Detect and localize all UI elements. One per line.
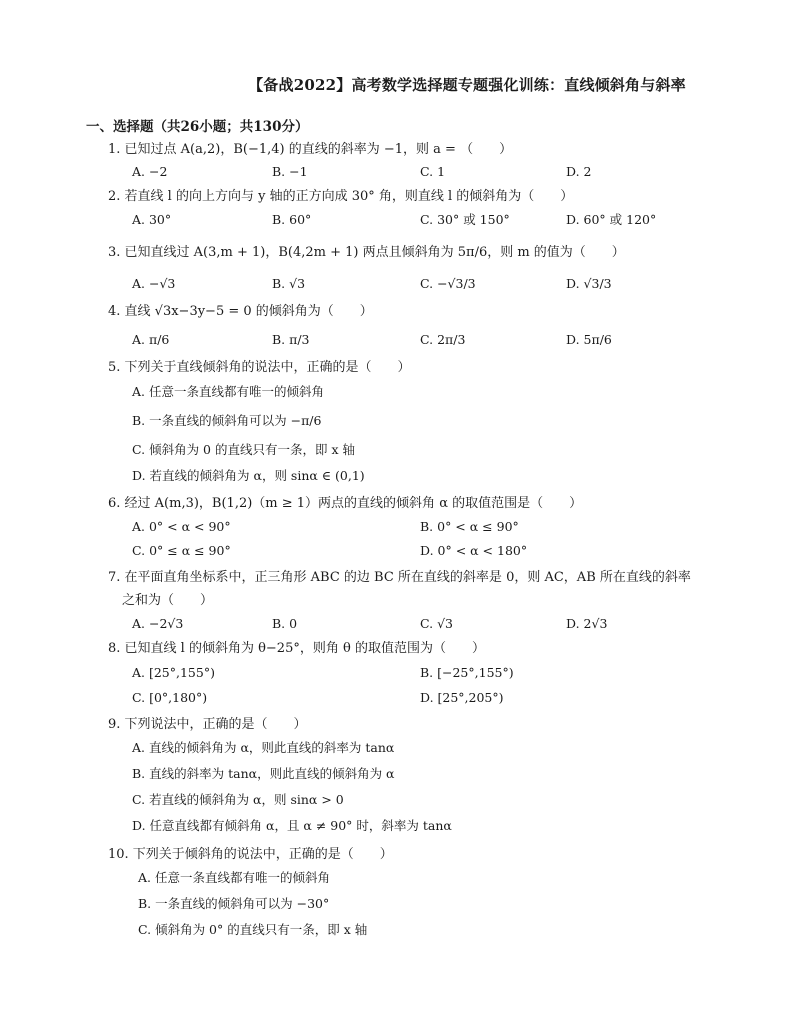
question-2-option-c: C. 30° 或 150° [420,212,510,227]
question-2-stem: 2. 若直线 l 的向上方向与 y 轴的正方向成 30° 角，则直线 l 的倾斜角为（ ） [108,189,574,204]
question-1-option-a: A. −2 [132,164,168,179]
question-9-option-d: D. 任意直线都有倾斜角 α，且 α ≠ 90° 时，斜率为 tanα [132,818,452,833]
question-5-option-a: A. 任意一条直线都有唯一的倾斜角 [132,384,324,399]
section-heading: 一、选择题（共26小题；共130分） [86,119,309,135]
question-9-option-b: B. 直线的斜率为 tanα，则此直线的倾斜角为 α [132,766,395,781]
question-5-option-d: D. 若直线的倾斜角为 α，则 sinα ∈ (0,1) [132,468,365,483]
question-5-stem: 5. 下列关于直线倾斜角的说法中，正确的是（ ） [108,360,411,375]
question-7-stem-continued: 之和为（ ） [122,593,214,608]
question-7-option-d: D. 2√3 [566,616,608,631]
question-6-option-c: C. 0° ≤ α ≤ 90° [132,543,231,558]
question-8-stem: 8. 已知直线 l 的倾斜角为 θ−25°，则角 θ 的取值范围为（ ） [108,641,485,656]
question-10-option-c: C. 倾斜角为 0° 的直线只有一条，即 x 轴 [138,922,368,937]
question-7-option-c: C. √3 [420,616,453,631]
question-3-stem: 3. 已知直线过 A(3,m + 1)，B(4,2m + 1) 两点且倾斜角为 5π/6，则 m 的值为（ ） [108,245,625,260]
question-8-option-d: D. [25°,205°) [420,690,504,705]
question-10-option-a: A. 任意一条直线都有唯一的倾斜角 [138,870,330,885]
question-7-option-a: A. −2√3 [132,616,184,631]
question-3-option-b: B. √3 [272,276,306,291]
question-4-option-c: C. 2π/3 [420,332,466,347]
question-3-option-a: A. −√3 [132,276,176,291]
question-6-option-a: A. 0° < α < 90° [132,519,231,534]
question-1-stem: 1. 已知过点 A(a,2)，B(−1,4) 的直线的斜率为 −1，则 a = （ ） [108,142,513,157]
question-8-option-a: A. [25°,155°) [132,665,215,680]
question-6-stem: 6. 经过 A(m,3)，B(1,2)（m ≥ 1）两点的直线的倾斜角 α 的取值范围是（ ） [108,496,583,511]
question-5-option-b: B. 一条直线的倾斜角可以为 −π/6 [132,413,322,428]
question-4-option-d: D. 5π/6 [566,332,612,347]
question-7-option-b: B. 0 [272,616,298,631]
question-2-option-b: B. 60° [272,212,312,227]
question-2-option-a: A. 30° [132,212,172,227]
question-6-option-d: D. 0° < α < 180° [420,543,528,558]
question-10-stem: 10. 下列关于倾斜角的说法中，正确的是（ ） [108,847,393,862]
question-4-stem: 4. 直线 √3x−3y−5 = 0 的倾斜角为（ ） [108,304,373,319]
question-3-option-c: C. −√3/3 [420,276,476,291]
question-6-option-b: B. 0° < α ≤ 90° [420,519,519,534]
question-1-option-c: C. 1 [420,164,446,179]
question-8-option-b: B. [−25°,155°) [420,665,514,680]
question-9-stem: 9. 下列说法中，正确的是（ ） [108,717,307,732]
question-4-option-a: A. π/6 [132,332,170,347]
question-9-option-a: A. 直线的倾斜角为 α，则此直线的斜率为 tanα [132,740,395,755]
question-1-option-d: D. 2 [566,164,592,179]
question-5-option-c: C. 倾斜角为 0 的直线只有一条，即 x 轴 [132,442,355,457]
question-4-option-b: B. π/3 [272,332,310,347]
question-8-option-c: C. [0°,180°) [132,690,208,705]
question-1-option-b: B. −1 [272,164,308,179]
question-7-stem: 7. 在平面直角坐标系中，正三角形 ABC 的边 BC 所在直线的斜率是 0，则 AC，AB 所在直线的斜率 [108,570,691,585]
question-3-option-d: D. √3/3 [566,276,612,291]
page-title: 【备战2022】高考数学选择题专题强化训练：直线倾斜角与斜率 [248,76,686,94]
question-2-option-d: D. 60° 或 120° [566,212,657,227]
question-9-option-c: C. 若直线的倾斜角为 α，则 sinα > 0 [132,792,344,807]
question-10-option-b: B. 一条直线的倾斜角可以为 −30° [138,896,330,911]
